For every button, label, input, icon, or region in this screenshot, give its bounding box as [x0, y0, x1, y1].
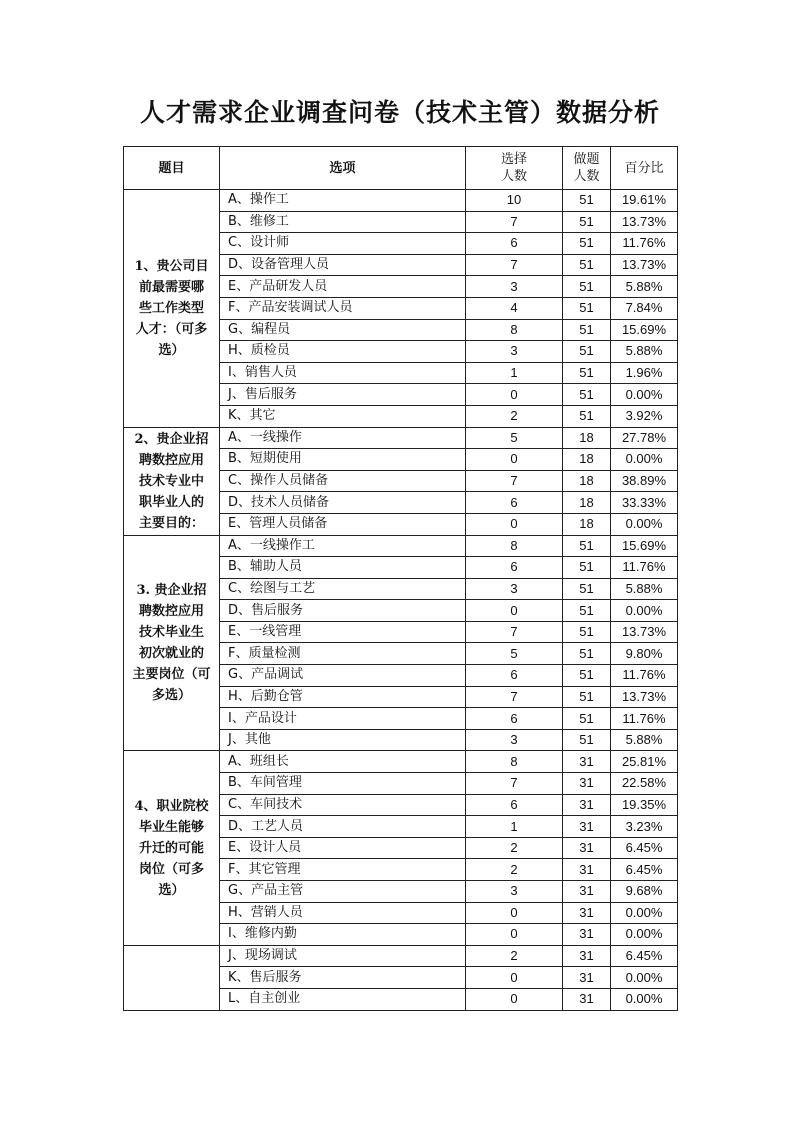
- option-cell: E、产品研发人员: [220, 276, 466, 298]
- selected-count-cell: 0: [466, 988, 563, 1010]
- percent-cell: 11.76%: [611, 557, 678, 579]
- percent-cell: 13.73%: [611, 211, 678, 233]
- header-selected-line1: 选择: [500, 152, 527, 167]
- answered-count-cell: 18: [563, 470, 611, 492]
- survey-table: [123, 146, 678, 1011]
- option-cell: E、管理人员储备: [220, 513, 466, 535]
- option-cell: E、一线管理: [220, 621, 466, 643]
- selected-count-cell: 3: [466, 341, 563, 363]
- option-cell: A、操作工: [220, 190, 466, 212]
- option-cell: J、现场调试: [220, 945, 466, 967]
- percent-cell: 3.92%: [611, 405, 678, 427]
- answered-count-cell: 18: [563, 513, 611, 535]
- answered-count-cell: 51: [563, 557, 611, 579]
- percent-cell: 6.45%: [611, 859, 678, 881]
- answered-count-cell: 51: [563, 578, 611, 600]
- option-cell: F、质量检测: [220, 643, 466, 665]
- question-text-line: 选）: [158, 342, 185, 358]
- option-cell: K、其它: [220, 405, 466, 427]
- selected-count-cell: 0: [466, 449, 563, 471]
- question-text-line: 多选）: [151, 687, 191, 703]
- question-text-line: 职毕业人的: [138, 494, 204, 510]
- answered-count-cell: 31: [563, 967, 611, 989]
- option-cell: C、设计师: [220, 233, 466, 255]
- selected-count-cell: 1: [466, 362, 563, 384]
- question-text-line: 4、职业院校: [134, 798, 209, 814]
- selected-count-cell: 5: [466, 427, 563, 449]
- answered-count-cell: 51: [563, 665, 611, 687]
- percent-cell: 3.23%: [611, 816, 678, 838]
- selected-count-cell: 7: [466, 773, 563, 795]
- option-cell: C、车间技术: [220, 794, 466, 816]
- answered-count-cell: 31: [563, 902, 611, 924]
- answered-count-cell: 51: [563, 729, 611, 751]
- option-cell: I、产品设计: [220, 708, 466, 730]
- option-cell: J、其他: [220, 729, 466, 751]
- selected-count-cell: 0: [466, 902, 563, 924]
- selected-count-cell: 8: [466, 535, 563, 557]
- percent-cell: 0.00%: [611, 924, 678, 946]
- question-text-line: 技术毕业生: [138, 624, 204, 640]
- question-text-line: 毕业生能够: [138, 819, 204, 835]
- answered-count-cell: 31: [563, 773, 611, 795]
- answered-count-cell: 51: [563, 233, 611, 255]
- selected-count-cell: 0: [466, 967, 563, 989]
- option-cell: D、技术人员储备: [220, 492, 466, 514]
- answered-count-cell: 31: [563, 881, 611, 903]
- percent-cell: 0.00%: [611, 902, 678, 924]
- header-answered-count: [563, 147, 611, 190]
- percent-cell: 0.00%: [611, 513, 678, 535]
- question-text-line: 主要目的：: [138, 515, 204, 531]
- percent-cell: 5.88%: [611, 341, 678, 363]
- question-cell: [124, 427, 220, 535]
- answered-count-cell: 51: [563, 708, 611, 730]
- option-cell: B、车间管理: [220, 773, 466, 795]
- selected-count-cell: 7: [466, 254, 563, 276]
- option-cell: C、操作人员储备: [220, 470, 466, 492]
- selected-count-cell: 6: [466, 794, 563, 816]
- selected-count-cell: 0: [466, 384, 563, 406]
- answered-count-cell: 51: [563, 600, 611, 622]
- option-cell: K、售后服务: [220, 967, 466, 989]
- answered-count-cell: 51: [563, 686, 611, 708]
- answered-count-cell: 31: [563, 816, 611, 838]
- option-cell: B、辅助人员: [220, 557, 466, 579]
- option-cell: L、自主创业: [220, 988, 466, 1010]
- table-row: [124, 751, 678, 773]
- answered-count-cell: 51: [563, 254, 611, 276]
- question-text-line: 主要岗位（可: [132, 666, 211, 682]
- header-answered-line2: 人数: [573, 169, 600, 184]
- question-text-line: 岗位（可多选）: [138, 861, 204, 898]
- percent-cell: 9.80%: [611, 643, 678, 665]
- percent-cell: 22.58%: [611, 773, 678, 795]
- option-cell: A、一线操作工: [220, 535, 466, 557]
- option-cell: H、质检员: [220, 341, 466, 363]
- question-text-line: 些工作类型: [138, 300, 204, 316]
- table-row: [124, 190, 678, 212]
- selected-count-cell: 7: [466, 211, 563, 233]
- header-selected-line2: 人数: [500, 169, 527, 184]
- option-cell: D、售后服务: [220, 600, 466, 622]
- option-cell: I、销售人员: [220, 362, 466, 384]
- selected-count-cell: 0: [466, 513, 563, 535]
- question-text-line: 2、贵企业招: [134, 431, 209, 447]
- percent-cell: 9.68%: [611, 881, 678, 903]
- option-cell: H、营销人员: [220, 902, 466, 924]
- selected-count-cell: 0: [466, 924, 563, 946]
- selected-count-cell: 6: [466, 708, 563, 730]
- selected-count-cell: 2: [466, 837, 563, 859]
- percent-cell: 13.73%: [611, 686, 678, 708]
- answered-count-cell: 51: [563, 190, 611, 212]
- selected-count-cell: 6: [466, 557, 563, 579]
- percent-cell: 13.73%: [611, 254, 678, 276]
- answered-count-cell: 18: [563, 492, 611, 514]
- percent-cell: 13.73%: [611, 621, 678, 643]
- option-cell: D、设备管理人员: [220, 254, 466, 276]
- answered-count-cell: 51: [563, 384, 611, 406]
- selected-count-cell: 6: [466, 665, 563, 687]
- selected-count-cell: 3: [466, 276, 563, 298]
- percent-cell: 33.33%: [611, 492, 678, 514]
- percent-cell: 15.69%: [611, 319, 678, 341]
- option-cell: B、短期使用: [220, 449, 466, 471]
- answered-count-cell: 51: [563, 297, 611, 319]
- selected-count-cell: 8: [466, 751, 563, 773]
- percent-cell: 19.35%: [611, 794, 678, 816]
- selected-count-cell: 6: [466, 492, 563, 514]
- percent-cell: 5.88%: [611, 276, 678, 298]
- percent-cell: 5.88%: [611, 578, 678, 600]
- percent-cell: 0.00%: [611, 600, 678, 622]
- question-cell: [124, 751, 220, 945]
- percent-cell: 0.00%: [611, 384, 678, 406]
- selected-count-cell: 10: [466, 190, 563, 212]
- option-cell: F、产品安装调试人员: [220, 297, 466, 319]
- header-answered-line1: 做题: [573, 152, 600, 167]
- selected-count-cell: 2: [466, 405, 563, 427]
- option-cell: G、产品主管: [220, 881, 466, 903]
- selected-count-cell: 7: [466, 470, 563, 492]
- percent-cell: 11.76%: [611, 233, 678, 255]
- option-cell: G、编程员: [220, 319, 466, 341]
- selected-count-cell: 0: [466, 600, 563, 622]
- percent-cell: 25.81%: [611, 751, 678, 773]
- table-row: [124, 535, 678, 557]
- percent-cell: 27.78%: [611, 427, 678, 449]
- answered-count-cell: 31: [563, 924, 611, 946]
- percent-cell: 7.84%: [611, 297, 678, 319]
- answered-count-cell: 51: [563, 362, 611, 384]
- answered-count-cell: 51: [563, 405, 611, 427]
- selected-count-cell: 5: [466, 643, 563, 665]
- selected-count-cell: 8: [466, 319, 563, 341]
- answered-count-cell: 51: [563, 276, 611, 298]
- percent-cell: 19.61%: [611, 190, 678, 212]
- selected-count-cell: 1: [466, 816, 563, 838]
- answered-count-cell: 31: [563, 794, 611, 816]
- answered-count-cell: 18: [563, 449, 611, 471]
- question-cell: [124, 535, 220, 751]
- header-percent: 百分比: [611, 147, 678, 190]
- question-text-line: 聘数控应用: [138, 452, 204, 468]
- table-row: [124, 427, 678, 449]
- selected-count-cell: 2: [466, 859, 563, 881]
- option-cell: I、维修内勤: [220, 924, 466, 946]
- header-option: 选项: [220, 147, 466, 190]
- answered-count-cell: 18: [563, 427, 611, 449]
- percent-cell: 11.76%: [611, 665, 678, 687]
- option-cell: H、后勤仓管: [220, 686, 466, 708]
- percent-cell: 6.45%: [611, 837, 678, 859]
- answered-count-cell: 31: [563, 751, 611, 773]
- percent-cell: 1.96%: [611, 362, 678, 384]
- answered-count-cell: 51: [563, 211, 611, 233]
- selected-count-cell: 7: [466, 686, 563, 708]
- answered-count-cell: 31: [563, 837, 611, 859]
- question-text-line: 升迁的可能: [138, 840, 204, 856]
- option-cell: A、班组长: [220, 751, 466, 773]
- header-topic: 题目: [124, 147, 220, 190]
- option-cell: J、售后服务: [220, 384, 466, 406]
- question-text-line: 前最需要哪: [138, 279, 204, 295]
- page-title: 人才需求企业调查问卷（技术主管）数据分析: [139, 98, 660, 127]
- percent-cell: 0.00%: [611, 449, 678, 471]
- selected-count-cell: 3: [466, 881, 563, 903]
- option-cell: G、产品调试: [220, 665, 466, 687]
- percent-cell: 6.45%: [611, 945, 678, 967]
- percent-cell: 0.00%: [611, 967, 678, 989]
- answered-count-cell: 51: [563, 621, 611, 643]
- option-cell: D、工艺人员: [220, 816, 466, 838]
- percent-cell: 11.76%: [611, 708, 678, 730]
- selected-count-cell: 3: [466, 578, 563, 600]
- percent-cell: 15.69%: [611, 535, 678, 557]
- table-body: [124, 190, 678, 1011]
- selected-count-cell: 6: [466, 233, 563, 255]
- header-selected-count: [466, 147, 563, 190]
- header-row: [124, 147, 678, 190]
- answered-count-cell: 31: [563, 988, 611, 1010]
- selected-count-cell: 7: [466, 621, 563, 643]
- answered-count-cell: 51: [563, 535, 611, 557]
- percent-cell: 5.88%: [611, 729, 678, 751]
- selected-count-cell: 3: [466, 729, 563, 751]
- selected-count-cell: 4: [466, 297, 563, 319]
- question-text-line: 技术专业中: [138, 473, 204, 489]
- percent-cell: 38.89%: [611, 470, 678, 492]
- answered-count-cell: 51: [563, 341, 611, 363]
- answered-count-cell: 31: [563, 945, 611, 967]
- question-text-line: 人才：（可多: [135, 321, 208, 337]
- answered-count-cell: 51: [563, 319, 611, 341]
- question-text-line: 3. 贵企业招: [136, 582, 207, 598]
- table-row: [124, 945, 678, 967]
- percent-cell: 0.00%: [611, 988, 678, 1010]
- question-text-line: 聘数控应用: [138, 603, 204, 619]
- answered-count-cell: 31: [563, 859, 611, 881]
- option-cell: C、绘图与工艺: [220, 578, 466, 600]
- answered-count-cell: 51: [563, 643, 611, 665]
- option-cell: E、设计人员: [220, 837, 466, 859]
- question-text-line: 初次就业的: [138, 645, 204, 661]
- option-cell: F、其它管理: [220, 859, 466, 881]
- question-text-line: 1、贵公司目: [134, 258, 209, 274]
- selected-count-cell: 2: [466, 945, 563, 967]
- option-cell: B、维修工: [220, 211, 466, 233]
- question-cell: [124, 190, 220, 428]
- question-cell: [124, 945, 220, 1010]
- option-cell: A、一线操作: [220, 427, 466, 449]
